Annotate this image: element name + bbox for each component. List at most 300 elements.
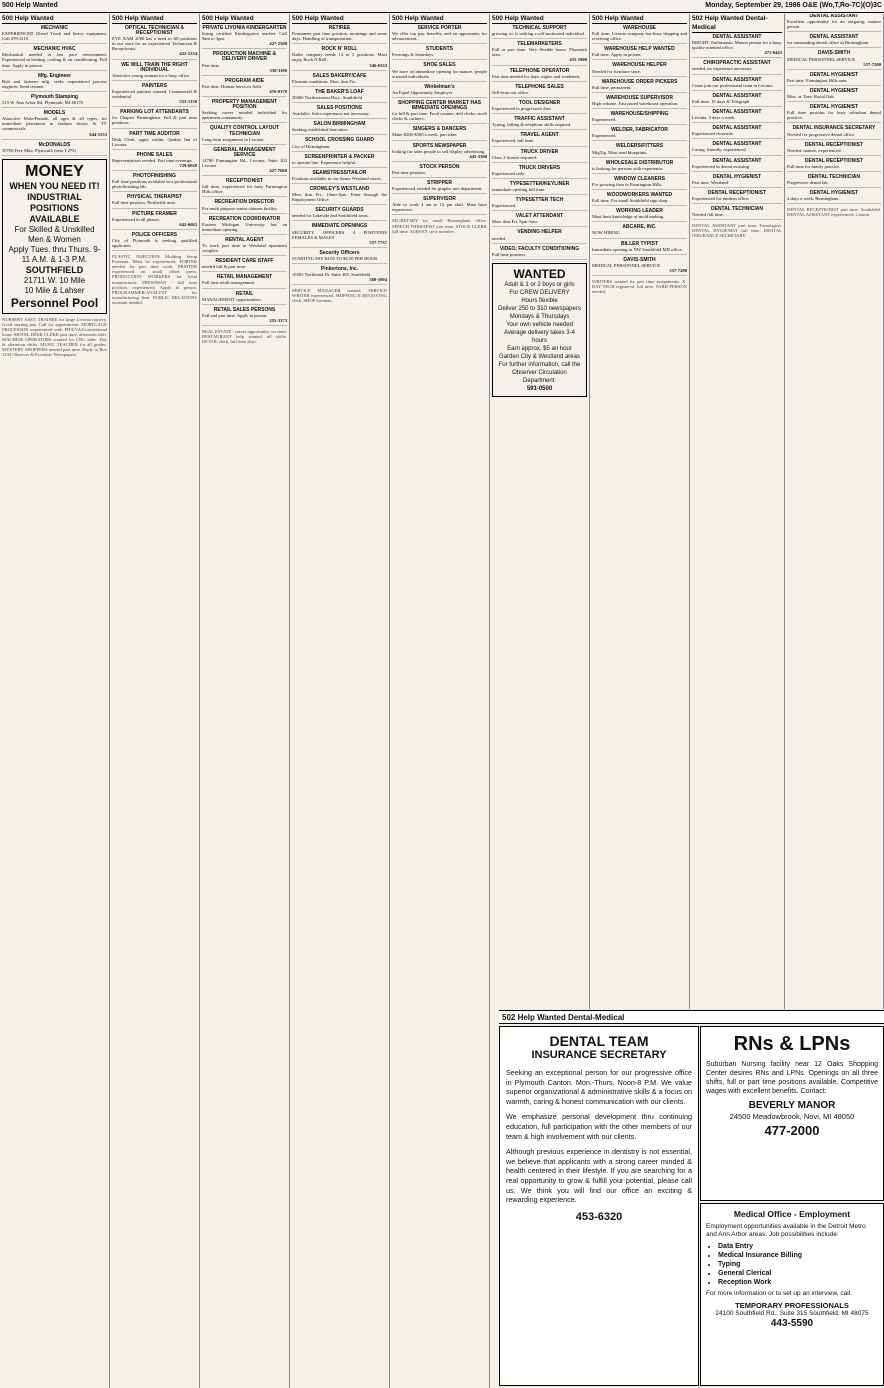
ad-title: Pinkertons, Inc. <box>320 266 359 272</box>
ad-line: Average delivery takes 3-4 hours <box>504 329 575 344</box>
classified-ad <box>112 195 197 208</box>
classified-ad <box>2 111 107 139</box>
ad-phone: 471-0443 <box>764 50 782 56</box>
ad-line: 10 Mile & Lahser <box>24 285 85 295</box>
ad-body: Mechanical needed in fast pace environment. Experienced in heating, cooling & air conditioning. Full time. Apply in person. <box>2 52 107 68</box>
ad-title: DENTAL ASSISTANT <box>712 76 762 83</box>
ad-title: TELEMARKETERS <box>517 41 562 48</box>
ad-phone: 644-5533 <box>89 131 107 137</box>
ad-body: Full time position for busy suburban dental practice. <box>787 110 881 121</box>
ad-title: PROGRAM AIDE <box>224 77 265 84</box>
ad-body: Experienced in all phases. <box>112 216 160 222</box>
ad-title: VIDEO, FACULTY CONDITIONING <box>499 245 580 252</box>
ad-body: 15565 Northland Dr. Suite 205, Southfield <box>292 272 371 278</box>
rns-lpns-ad <box>700 1026 884 1201</box>
classified-ad <box>592 96 687 109</box>
classified-ad <box>2 95 107 108</box>
classified-ad <box>392 197 487 215</box>
classified-ad <box>202 126 287 144</box>
ad-company: BEVERLY MANOR <box>748 1100 836 1111</box>
classified-ad <box>202 292 287 305</box>
ad-title: DENTAL ASSISTANT <box>712 92 762 99</box>
ad-body: Part time position. <box>392 169 426 175</box>
ad-body: Class 2 license required. <box>492 154 537 160</box>
ad-line: 591-0500 <box>526 385 553 392</box>
classified-ad <box>592 80 687 93</box>
job-list-item: • General Clerical <box>718 1269 878 1278</box>
ad-phone: 729-6020 <box>179 162 197 168</box>
ad-body: Attractive Male/Female, all ages & all types, for immediate placement in fashion shows & TV commercials. <box>2 116 107 132</box>
column-heading: 502 Help Wanted Dental-Medical <box>692 14 782 33</box>
classified-ad <box>2 143 107 156</box>
column-heading: 500 Help Wanted <box>492 14 587 24</box>
classified-ad <box>202 275 287 288</box>
classified-ad <box>787 143 881 156</box>
classified-ad <box>592 242 687 255</box>
column-heading: 500 Help Wanted <box>592 14 687 24</box>
classified-ad <box>492 150 587 163</box>
ad-body: Evenings & Saturdays <box>392 52 434 58</box>
classified-ad <box>202 308 287 326</box>
ad-title: ABCARE, INC. <box>622 224 657 231</box>
classified-ad <box>787 73 881 86</box>
ad-body: Typing, billing & telephone skills required. <box>492 122 572 128</box>
ad-title: TELEPHONE SALES <box>515 83 564 90</box>
classified-ad <box>592 225 687 238</box>
ad-title: STUDENTS <box>426 46 453 53</box>
ad-body: Experienced in progressive dies. <box>492 106 552 112</box>
ad-body: Part time needed for days, nights and weekends. <box>492 73 581 79</box>
ad-title: PARKING LOT ATTENDANTS <box>120 109 189 116</box>
classified-ad <box>592 144 687 157</box>
ad-title: MODELS <box>43 110 66 117</box>
ad-line: WHEN YOU NEED IT! <box>9 180 100 191</box>
ad-title: DENTAL TECHNICIAN <box>807 173 861 180</box>
ad-body: immediate opening full time. <box>492 186 546 192</box>
classified-ad <box>202 79 287 97</box>
ad-title: WELDER, FABRICATOR <box>611 127 668 134</box>
ad-body: For growing firm in Farmington Hills. <box>592 181 663 187</box>
ad-title: RETAIL SALES PERSONS <box>213 306 276 313</box>
ad-phone: 453-6320 <box>575 1210 623 1223</box>
ad-body: looking for sales people to sell display advertising. <box>392 148 486 154</box>
classified-ad <box>592 209 687 222</box>
classified-ad <box>292 74 387 87</box>
ad-body: MEDICAL PERSONNEL SERVICE <box>787 56 856 62</box>
section-heading: 500 Help Wanted <box>2 2 58 9</box>
ad-body: Part time <box>202 62 219 68</box>
ad-body: Radio company needs 14 to 3 positions. Must enjoy Rock N Roll. <box>292 52 387 63</box>
ad-body: Full time retail management. <box>202 280 256 286</box>
classified-ad <box>492 85 587 98</box>
ad-title: TOOL DESIGNER <box>518 99 561 106</box>
ad-phone: 538-1100 <box>269 67 287 73</box>
column-3 <box>200 14 290 1388</box>
ad-title: WOODWORKERS WANTED <box>606 191 673 198</box>
classified-ad <box>292 47 387 70</box>
ad-title: SALON BIRMINGHAM <box>313 121 366 128</box>
ad-contact: For more information or to set up an interview, call: <box>706 1290 852 1297</box>
ad-body: Experienced in dental assisting. <box>692 163 751 169</box>
ad-body: We have an immediate opening for mature, people oriented individuals. <box>392 68 487 79</box>
ad-title: SPORTS NEWSPAPER <box>412 142 467 149</box>
ad-body: Experienced chairside. <box>692 131 734 137</box>
ad-title: QUALITY CONTROL LAYOUT TECHNICIAN <box>209 125 280 137</box>
page-header <box>0 0 884 13</box>
classified-ad <box>112 174 197 192</box>
ad-body: for outstanding dental office in Birmingham. <box>787 40 870 46</box>
column-4 <box>290 14 390 1388</box>
column-6 <box>490 14 590 1009</box>
classified-ad <box>592 193 687 206</box>
ad-line: For further information, call the Observer Circulation Department: <box>498 361 581 384</box>
ad-title: DAVIS-SMITH <box>817 50 851 57</box>
ad-line: Deliver 250 to 310 newspapers <box>498 305 581 312</box>
ad-body: Attractive young woman for a busy office. <box>112 72 191 78</box>
classified-ad <box>492 198 587 211</box>
column-1 <box>0 14 110 1388</box>
ad-title: GENERAL MANAGEMENT SERVICE <box>213 146 276 158</box>
ad-body: Immediate opening in NW Southfield MD office. <box>592 246 683 252</box>
ad-body: Experienced. <box>592 117 617 123</box>
ad-body: is looking for persons with experience. <box>592 165 664 171</box>
ad-title: DENTAL RECEPTIONIST <box>707 189 767 196</box>
ad-title: MECHANIC HVAC <box>33 46 76 53</box>
ad-title: RENTAL AGENT <box>225 236 264 243</box>
classified-ad <box>592 177 687 190</box>
ad-line: For Skilled & Unskilled Men & Women <box>14 224 95 244</box>
ad-body: Progressive dental lab. <box>787 180 829 186</box>
classified-ad <box>292 251 387 264</box>
ad-company: TEMPORARY PROFESSIONALS <box>735 1301 849 1310</box>
ad-title: PRIVATE LIVONIA KINDERGARTEN <box>202 25 287 31</box>
ad-title: DENTAL HYGIENIST <box>712 173 762 180</box>
ad-phone: 346-6333 <box>369 62 387 68</box>
ad-title: POLICE OFFICERS <box>131 231 178 238</box>
classified-ad <box>392 165 487 178</box>
ad-body: Come join our professional team in Livonia. <box>692 82 774 88</box>
classified-ad <box>292 155 387 168</box>
classified-ad <box>692 175 782 188</box>
ad-title: DENTAL TEAM <box>549 1033 649 1049</box>
ad-text-block: SERVICE MANAGER wanted. SERVICE WRITER experienced. SHIPPING & RECEIVING clerk. SHOP foreman. <box>292 288 387 304</box>
classified-ad <box>592 258 687 276</box>
column-8 <box>690 14 785 1009</box>
ad-address: 24500 Meadowbrook, Novi, MI 48050 <box>729 1112 855 1121</box>
ad-title: DENTAL HYGIENIST <box>809 190 859 197</box>
ad-title: DENTAL INSURANCE SECRETARY <box>792 125 876 132</box>
crew-delivery-ad <box>492 263 587 397</box>
ad-body: Eastern Michigan University has an immediate opening. <box>202 221 287 232</box>
ad-body: Full time for family practice. <box>787 163 841 169</box>
ad-title: DENTAL ASSISTANT <box>712 141 762 148</box>
classified-ad <box>202 148 287 176</box>
classified-ad <box>592 47 687 60</box>
classified-ad <box>112 153 197 171</box>
classified-ad <box>692 126 782 139</box>
ad-phone: 443-5590 <box>770 1318 814 1329</box>
classified-ad <box>202 100 287 123</box>
ad-body: Mon. or Tues. Royal Oak. <box>787 94 835 100</box>
classified-ad <box>202 179 287 197</box>
ad-body: Needed for progressive dental office. <box>787 131 856 137</box>
ad-text-block: PLASTIC INJECTION Molding Setup Foreman. Must be experienced. PORTER needed for part time work. PRINTER experienced on small offset press. PRODUCTION WORKERS for local manufacturer. PRESSMAN - full time position, experienced. Apply in person. PROGRAMMER/ANALYST for manufacturing firm. PUBLIC RELATIONS assistant needed. <box>112 254 197 305</box>
classified-ad <box>292 208 387 221</box>
ad-line: Mondays & Thursdays <box>509 313 570 320</box>
dental-insurance-ad <box>499 1026 699 1386</box>
classified-ad <box>392 101 487 124</box>
classified-ad <box>202 52 287 75</box>
ad-body: City of Plymouth is seeking qualified applicants. <box>112 237 197 248</box>
classified-ad <box>392 181 487 194</box>
ad-line: INDUSTRIAL POSITIONS AVAILABLE <box>27 191 82 224</box>
ad-body: We offer top pay, benefits, and an opportunity for advancement. <box>392 31 487 42</box>
ad-body: 39700 Five Mile, Plymouth (near I-275) <box>2 147 77 153</box>
ad-title: DAVIS-SMITH <box>623 256 656 263</box>
ad-body: Full time position, Northville area. <box>112 200 176 206</box>
ad-title: Mfg. Engineer <box>37 72 72 79</box>
job-list-item: • Data Entry <box>718 1242 878 1251</box>
classified-ad <box>112 233 197 251</box>
classified-ad <box>692 94 782 107</box>
classified-ad <box>692 35 782 58</box>
ad-line: Your own vehicle needed <box>506 321 573 328</box>
ad-title: RETAIL <box>235 290 254 297</box>
ad-phone: 255-3373 <box>269 317 287 323</box>
ad-body: Make $200-$300 a week, part time. <box>392 132 458 138</box>
classified-ad <box>692 78 782 91</box>
ad-line: For CREW DELIVERY <box>509 289 570 296</box>
ad-title: WHOLESALE DISTRIBUTOR <box>605 159 674 166</box>
ad-body: SECURITY OFFICERS 4 POSITIONS FEMALES & MALES <box>292 229 387 240</box>
ad-title: SECURITY GUARDS <box>315 207 364 214</box>
ad-phone: 557-7200 <box>669 267 687 273</box>
ad-line: Personnel Pool <box>10 295 99 310</box>
ad-text-block: WRITERS wanted for part time assignments. X-RAY TECH registered, full time. YARD PERSON needed. <box>592 279 687 295</box>
classified-ad <box>202 217 287 235</box>
ad-body: for full & part time. Food counter, deli clerks, stock clerks & cashiers. <box>392 111 487 122</box>
ad-body: Positions available in our future Westland stores. <box>292 175 382 181</box>
classified-ad <box>787 14 881 32</box>
ad-phone: 553-3139 <box>179 99 197 105</box>
ad-title: IMMEDIATE OPENINGS <box>311 223 368 230</box>
ad-line: 21711 W. 10 Mile <box>23 275 86 285</box>
ad-body: Mon. thru Fri., 10am-3pm. Enter through the Employment Office. <box>292 192 387 203</box>
classified-ad <box>292 26 387 44</box>
ad-title: RECREATION COORDINATOR <box>208 215 281 222</box>
ad-body: Employment opportunities available in the Detroit Metro and Ann Arbor areas. Job possibilities include: <box>706 1223 866 1238</box>
ad-title: WINDOW CLEANERS <box>614 175 665 182</box>
ad-body: For multi purpose senior citizens facility. <box>202 205 278 211</box>
classified-ad <box>292 122 387 135</box>
column-2 <box>110 14 200 1388</box>
classified-ad <box>392 127 487 140</box>
ad-body: Desk Clerk, apply within. Quality Inn of Livonia. <box>112 136 197 147</box>
ad-title: DENTAL ASSISTANT <box>712 157 762 164</box>
ad-body: Able to work 4 am to 12 pm shift. Must have experience. <box>392 202 487 213</box>
ad-title: VENDING HELPER <box>517 229 562 236</box>
ad-body: needed for Lakeside and Southfield areas. <box>292 213 370 219</box>
column-heading: 500 Help Wanted <box>292 14 387 24</box>
ad-title: SHOPPING CENTER MARKET HAS IMMEDIATE OPENINGS <box>397 99 482 112</box>
ad-phone: 422-2334 <box>179 51 197 57</box>
ad-body: Full time. Apply in person. <box>592 52 642 58</box>
ad-body: Part time, Farmington Hills area. <box>787 77 848 83</box>
ad-body: An Equal Opportunity Employer <box>392 89 453 95</box>
classified-ad <box>492 230 587 243</box>
job-list-item: • Reception Work <box>718 1278 878 1287</box>
ad-title: SUPERVISOR <box>423 196 456 203</box>
ad-body: growing co. is seeking a self-motivated individual. <box>492 31 586 37</box>
ad-body: Seeking an exceptional person for our progressive office in Plymouth Canton. Mon.-Thurs. Noon-8 P.M. We value superior organizational & administrative skills & a focus on warmth, caring & honest communication with our clients. <box>506 1068 692 1106</box>
ad-title: RNs & LPNs <box>733 1033 851 1055</box>
ad-body: Part time. Human Services field. <box>202 83 262 89</box>
ad-title: TELEPHONE OPERATOR <box>509 67 570 74</box>
classified-ad <box>787 175 881 188</box>
ad-body: Long term assignment in Livonia. <box>202 136 265 142</box>
ad-title: TRAFFIC ASSISTANT <box>514 116 565 123</box>
classified-ad <box>2 47 107 70</box>
ad-body: Full time, 10 days & Telegraph <box>692 98 750 104</box>
ad-title: WE WILL TRAIN THE RIGHT INDIVIDUAL <box>121 61 188 73</box>
ad-address: 24100 Southfield Rd., Suite 315 Southfield, MI 48075 <box>715 1310 869 1317</box>
ad-body: Experienced for modern office. <box>692 195 750 201</box>
ad-title: TRUCK DRIVERS <box>518 164 561 171</box>
classified-ad <box>492 182 587 195</box>
ad-title: RECREATION DIRECTOR <box>214 199 275 206</box>
ad-title: WAREHOUSE HELP WANTED <box>604 46 675 53</box>
ad-title: SHOE SALES <box>423 62 456 69</box>
classified-ad <box>112 63 197 81</box>
ad-text-block: DENTAL RECEPTIONIST part time, Southfield. DENTAL ASSISTANT experienced, Canton. <box>787 207 881 218</box>
ad-body: EYE XAM 2000 has a need to fill positions in our store for an experienced Technician & Receptionist. <box>112 36 197 52</box>
ad-body: Experienced. <box>592 133 617 139</box>
ad-title: Plymouth Stamping <box>31 93 78 100</box>
classified-ad <box>392 47 487 60</box>
ad-title: TRAVEL AGENT <box>520 132 559 139</box>
ad-line: Hours flexible <box>521 297 558 304</box>
classified-ad <box>292 90 387 103</box>
classified-ad <box>392 85 487 98</box>
ad-title: PICTURE FRAMER <box>132 210 177 217</box>
ad-title: TYPESETTER TECH <box>515 197 564 204</box>
classified-ad <box>592 112 687 125</box>
ad-body: STARTING PAY $4.05 TO $4.50 PER HOUR <box>292 255 378 261</box>
ad-body: needed. <box>492 235 507 241</box>
ad-body: City of Birmingham. <box>292 143 331 149</box>
ad-title: TRUCK DRIVER <box>520 148 559 155</box>
ad-body: Experienced, full time. <box>492 138 535 144</box>
ad-title: Winkelman's <box>424 83 455 90</box>
ad-body: High volume. Fast paced warehouse operation. <box>592 100 679 106</box>
page-dateline: Monday, September 29, 1986 O&E (Wo,T,Ro-7C)(O)3C <box>705 2 882 9</box>
classified-ad <box>787 51 881 69</box>
ad-body: Suburban Nursing facility near 12 Oaks Shopping Center desires RNs and LPNs. Openings on all three shifts, full or part time positions available. Competitive wages with excellent benefits. Contact: <box>706 1061 878 1095</box>
ad-title: Security Officers <box>319 249 360 256</box>
ad-title: ROCK N' ROLL <box>321 46 358 53</box>
ad-title: STRIPPER <box>426 179 452 186</box>
ad-title: RETAIL MANAGEMENT <box>216 274 273 281</box>
column-9 <box>785 14 884 1009</box>
ad-title: CROWLEY'S WESTLAND <box>309 185 370 192</box>
classified-ad <box>692 159 782 172</box>
ad-title: PAINTERS <box>142 82 167 89</box>
column-7 <box>590 14 690 1009</box>
ad-body: needed full & part time. <box>202 264 247 270</box>
classified-ad <box>787 126 881 139</box>
classified-ad <box>292 187 387 205</box>
ad-body: Full and part time. Apply in person. <box>202 312 268 318</box>
ad-title: OPTICAL TECHNICIAN & RECEPTIONIST <box>124 25 185 37</box>
classified-ad <box>112 26 197 60</box>
ad-title: PHYSICAL THERAPIST <box>127 194 182 201</box>
classified-ad <box>112 132 197 150</box>
ad-title: DENTAL HYGIENIST <box>809 104 859 111</box>
ad-subtitle: INSURANCE SECRETARY <box>531 1049 667 1061</box>
ad-title: DENTAL HYGIENIST <box>809 71 859 78</box>
ad-body: 14700 Farmington Rd., Livonia, Suite 203 Livonia <box>202 157 287 168</box>
ad-title: RESIDENT CARE STAFF <box>215 258 274 265</box>
classified-ad <box>787 35 881 48</box>
ad-body: Representatives needed. Part time evenings. <box>112 157 193 163</box>
ad-body: Needed, mature, experienced. <box>787 147 842 153</box>
ad-title: WAREHOUSE/SHIPPING <box>610 111 669 118</box>
column-heading: 500 Help Wanted <box>202 14 287 24</box>
classified-ad <box>492 101 587 114</box>
ad-line: SOUTHFIELD <box>25 264 84 275</box>
ad-body: Bolt and fastener mfg. seeks experienced process engineer. Send resume. <box>2 78 107 89</box>
ad-body: full time, experienced for busy Farmington Hills office. <box>202 184 287 195</box>
classified-ad <box>787 105 881 123</box>
ad-title: SERVICE PORTER <box>417 25 462 31</box>
classified-ad <box>392 63 487 81</box>
classified-ad <box>787 89 881 102</box>
ad-body: Part time, Westland. <box>692 179 730 185</box>
column-heading: 500 Help Wanted <box>2 14 107 24</box>
ad-title: PRODUCTION MACHINE & DELIVERY DRIVER <box>212 51 277 63</box>
classified-ad <box>392 144 487 162</box>
ad-body: Although previous experience in dentistry is not essential, we believe that applicants with a strong career minded & health centered in their lifestyle. If you are searching for a real opportunity to grow & fulfill your potential, please call us. We think you will find our office an exciting & rewarding experience. <box>506 1147 692 1205</box>
ad-title: SINGERS & DANCERS <box>412 126 467 133</box>
ad-title: WAREHOUSE HELPER <box>612 62 667 69</box>
ad-line: Adult & 1 or 2 boys or girls <box>504 281 575 288</box>
personnel-pool-ad <box>2 159 107 314</box>
ad-phone: 557-7200 <box>863 61 881 67</box>
classified-ad <box>492 69 587 82</box>
ad-phone: 569-1004 <box>369 277 387 283</box>
ad-title: DENTAL ASSISTANT <box>712 34 762 40</box>
job-list-item: • Typing <box>718 1260 878 1269</box>
ad-title: CHIROPRACTIC ASSISTANT <box>703 60 771 67</box>
classified-ad <box>492 133 587 146</box>
classified-ad <box>692 207 782 220</box>
ad-body: Full time position. <box>492 251 526 257</box>
ad-body: Needed full time. <box>692 212 725 218</box>
classified-ad <box>292 171 387 184</box>
dental-medical-banner: 502 Help Wanted Dental-Medical <box>499 1010 884 1024</box>
ad-title: SALES BAKERY/CAFE <box>312 72 367 79</box>
classified-ad <box>492 247 587 260</box>
classified-ad <box>292 138 387 151</box>
ad-title: PART TIME AUDITOR <box>129 130 180 137</box>
classified-ad <box>492 26 587 39</box>
ad-body: Permanent part time position, mornings and some days. Handling of transportation. <box>292 31 387 42</box>
classified-ad <box>112 212 197 230</box>
ad-body: 4 days a week. Birmingham. <box>787 196 840 202</box>
ad-body: hiring certified Kindergarten teacher. Call 9am to 3pm. <box>202 31 287 42</box>
ad-body: needed, no experience necessary. <box>692 66 753 72</box>
ad-body: MANAGEMENT opportunities. <box>202 296 262 302</box>
